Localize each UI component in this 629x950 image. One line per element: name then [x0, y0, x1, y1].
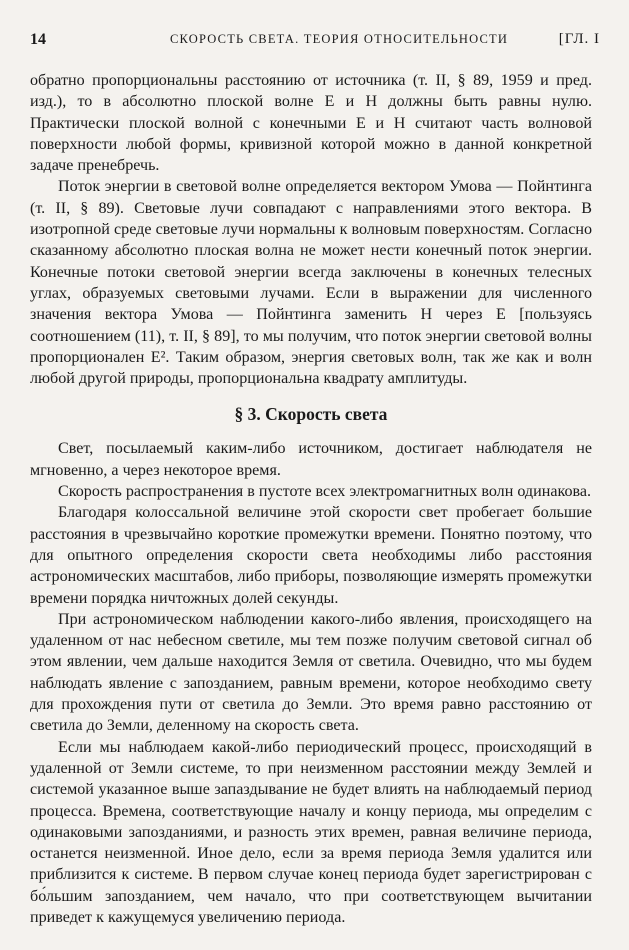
- page-header: [30, 31, 600, 53]
- running-title: СКОРОСТЬ СВЕТА. ТЕОРИЯ ОТНОСИТЕЛЬНОСТИ: [170, 32, 509, 46]
- section-paragraph: Свет, посылаемый каким-либо источником, достигает наблюдателя не мгновенно, а через некоторое время.: [30, 440, 592, 479]
- page-body: [30, 70, 592, 928]
- paragraph-continued: обратно пропорциональны расстоянию от источника (т. II, § 89, 1959 и пред. изд.), то в абсолютно плоской волне E и H должны быть равны нулю. Практически плоской волной с конечными E и H считают часть волновой поверхности любой формы, кривизной которой можно в данной конкретной задаче пренебречь.: [30, 72, 592, 175]
- chapter-label: [ГЛ. I: [558, 31, 600, 47]
- section-paragraph: Если мы наблюдаем какой-либо периодический процесс, происходящий в удаленной от Земли системе, то при неизменном расстоянии между Землей и системой указанное выше запаздывание не будет влиять на наблюдаемый период процесса. Времена, соответствующие началу и концу периода, мы определим с одинаковыми запозданиями, и разность этих времен, равная величине периода, останется неизменной. Иное дело, если за время периода Земля удалится или приблизится к системе. В первом случае конец периода будет зарегистрирован с бо́льшим запозданием, чем начало, что при соответствующем вычитании приведет к кажущемуся увеличению периода.: [30, 738, 592, 926]
- page-number: 14: [30, 31, 46, 48]
- section-paragraph: Скорость распространения в пустоте всех электромагнитных волн одинакова.: [58, 483, 592, 501]
- section-heading: § 3. Скорость света: [234, 404, 388, 425]
- section-paragraph: Благодаря колоссальной величине этой скорости свет пробегает большие расстояния в чрезвычайно короткие промежутки времени. Понятно поэтому, что для опытного определения скорости света необходимы либо расстояния астрономических масштабов, либо приборы, позволяющие измерять промежутки времени порядка ничтожных долей секунды.: [30, 504, 592, 607]
- paragraph-umov-poynting: Поток энергии в световой волне определяется вектором Умова — Пойнтинга (т. II, § 89). Световые лучи совпадают с направлениями этого вектора. В изотропной среде световые лучи нормальны к волновым поверхностям. Согласно сказанному абсолютно плоская волна не может нести конечный поток энергии. Конечные потоки световой энергии всегда заключены в конечных телесных углах, образуемых световыми лучами. Если в выражении для численного значения вектора Умова — Пойнтинга заменить H через E [пользуясь соотношением (11), т. II, § 89], то мы получим, что поток энергии световой волны пропорционален E². Таким образом, энергия световых волн, так же как и волн любой другой природы, пропорциональна квадрату амплитуды.: [30, 178, 592, 388]
- section-paragraph: При астрономическом наблюдении какого-либо явления, происходящего на удаленном от нас небесном светиле, мы тем позже получим световой сигнал об этом явлении, чем дальше находится Земля от светила. Очевидно, что мы будем наблюдать явление с запозданием, равным времени, которое необходимо свету для прохождения пути от светила до Земли. Это время равно расстоянию от светила до Земли, деленному на скорость света.: [30, 610, 592, 735]
